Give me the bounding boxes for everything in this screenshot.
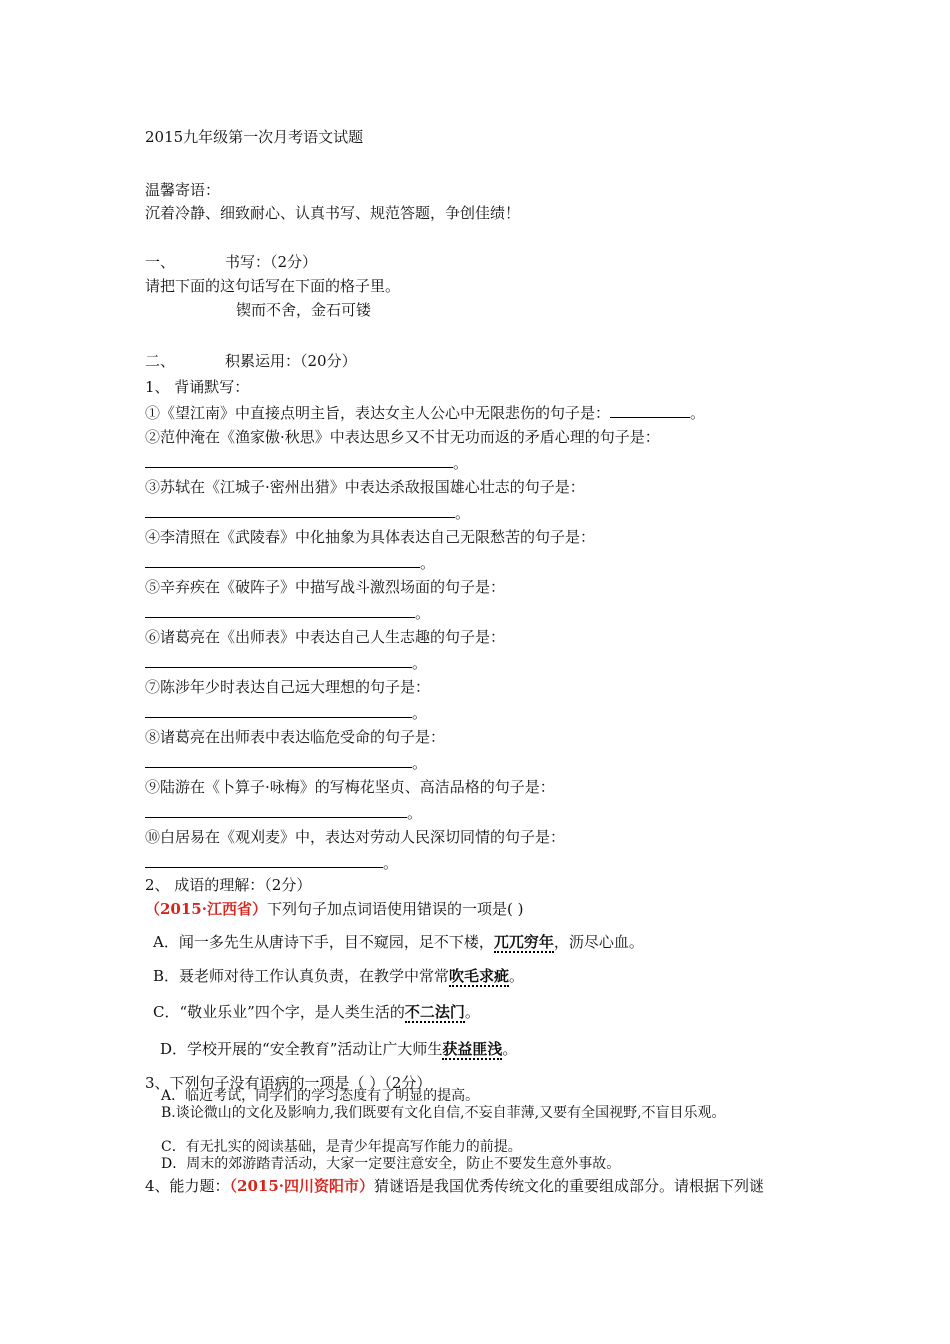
dotted-word: 不二法门 xyxy=(404,1003,465,1021)
section2-heading xyxy=(145,351,357,371)
q2-option-a[interactable] xyxy=(153,932,644,952)
option-text-end: 。 xyxy=(502,1040,518,1058)
period: 。 xyxy=(412,754,428,772)
period: 。 xyxy=(412,704,428,722)
option-text: D．学校开展的“安全教育”活动让广大师生 xyxy=(160,1040,443,1058)
period: 。 xyxy=(415,604,431,622)
option-text-end: ，沥尽心血。 xyxy=(553,933,644,951)
greeting-label: 温馨寄语： xyxy=(145,181,221,199)
period: 。 xyxy=(407,804,423,822)
q1-answer-line-5 xyxy=(145,602,430,623)
q1-item-8: ⑧诸葛亮在出师表中表达临危受命的句子是： xyxy=(145,728,446,746)
q1-answer-line-8 xyxy=(145,752,427,773)
dotted-word: 获益匪浅 xyxy=(442,1040,503,1058)
q1-item-4: ④李清照在《武陵春》中化抽象为具体表达自己无限愁苦的句子是： xyxy=(145,528,596,546)
q1-item-9: ⑨陆游在《卜算子·咏梅》的写梅花坚贞、高洁品格的句子是： xyxy=(145,778,555,796)
answer-blank[interactable] xyxy=(145,752,412,768)
q1-item-10: ⑩白居易在《观刈麦》中，表达对劳动人民深切同情的句子是： xyxy=(145,828,566,846)
answer-blank[interactable] xyxy=(145,552,420,568)
q1-answer-line-2 xyxy=(145,452,468,473)
option-text: C．“敬业乐业”四个字，是人类生活的 xyxy=(153,1003,405,1021)
q1-item-1 xyxy=(145,402,705,423)
q3-option-b[interactable]: B.谈论微山的文化及影响力,我们既要有文化自信,不妄自菲薄,又要有全国视野,不盲目乐观。 xyxy=(161,1105,726,1121)
q1-item-2: ②范仲淹在《渔家傲·秋思》中表达思乡又不甘无功而返的矛盾心理的句子是： xyxy=(145,428,660,446)
section1-heading xyxy=(145,252,317,272)
period: 。 xyxy=(412,654,428,672)
section1-number: 一、 xyxy=(145,253,176,271)
q1-answer-line-6 xyxy=(145,652,427,673)
q1-item-5: ⑤辛弃疾在《破阵子》中描写战斗激烈场面的句子是： xyxy=(145,578,506,596)
q1-answer-line-9 xyxy=(145,802,422,823)
q4-text: 猜谜语是我国优秀传统文化的重要组成部分。请根据下列谜 xyxy=(374,1177,765,1195)
option-text: A．闻一多先生从唐诗下手，目不窥园，足不下楼， xyxy=(153,933,494,951)
q4-source: （2015·四川资阳市） xyxy=(229,1177,375,1195)
period: 。 xyxy=(455,504,471,522)
q1-item-3: ③苏轼在《江城子·密州出猎》中表达杀敌报国雄心壮志的句子是： xyxy=(145,478,585,496)
dotted-word: 兀兀穷年 xyxy=(493,933,554,951)
section1-instruction: 请把下面的这句话写在下面的格子里。 xyxy=(145,277,401,295)
option-text-end: 。 xyxy=(464,1003,480,1021)
q1-item-6: ⑥诸葛亮在《出师表》中表达自己人生志趣的句子是： xyxy=(145,628,506,646)
greeting-text: 沉着冷静、细致耐心、认真书写、规范答题，争创佳绩！ xyxy=(145,204,521,222)
q3-option-a[interactable]: A．临近考试，同学们的学习态度有了明显的提高。 xyxy=(161,1088,480,1104)
q3-option-d[interactable]: D．周末的郊游踏青活动，大家一定要注意安全，防止不要发生意外事故。 xyxy=(161,1156,621,1172)
q2-stem-text: 下列句子加点词语使用错误的一项是( ) xyxy=(266,900,524,918)
period: 。 xyxy=(690,404,706,422)
q2-option-b[interactable] xyxy=(153,966,524,986)
section1-title: 书写：（2分） xyxy=(225,253,318,271)
q3-title: 3、下列句子没有语病的一项是（ ）（2分） xyxy=(145,1074,432,1092)
q2-stem xyxy=(145,899,523,919)
answer-blank[interactable] xyxy=(145,702,412,718)
answer-blank[interactable] xyxy=(610,402,690,418)
q2-title: 2、 成语的理解：（2分） xyxy=(145,876,312,894)
option-text: B．聂老师对待工作认真负责，在教学中常常 xyxy=(153,967,450,985)
period: 。 xyxy=(383,854,399,872)
q4-label: 4、能力题： xyxy=(145,1177,230,1195)
section2-number: 二、 xyxy=(145,352,176,370)
q1-answer-line-3 xyxy=(145,502,470,523)
period: 。 xyxy=(420,554,436,572)
q1-answer-line-4 xyxy=(145,552,435,573)
option-text-end: 。 xyxy=(509,967,525,985)
dotted-word: 吹毛求疵 xyxy=(449,967,510,985)
q2-source: （2015·江西省） xyxy=(145,900,267,918)
answer-blank[interactable] xyxy=(145,602,415,618)
page-title: 2015九年级第一次月考语文试题 xyxy=(145,128,364,146)
answer-blank[interactable] xyxy=(145,852,383,868)
answer-blank[interactable] xyxy=(145,652,412,668)
answer-blank[interactable] xyxy=(145,502,455,518)
q2-option-c[interactable] xyxy=(153,1002,480,1022)
q1-answer-line-10 xyxy=(145,852,398,873)
answer-blank[interactable] xyxy=(145,802,407,818)
q1-item-7: ⑦陈涉年少时表达自己远大理想的句子是： xyxy=(145,678,431,696)
section1-phrase: 锲而不舍，金石可镂 xyxy=(236,301,372,319)
q1-title: 1、 背诵默写： xyxy=(145,378,250,396)
q2-option-d[interactable] xyxy=(160,1039,517,1059)
q1-item-text: ①《望江南》中直接点明主旨，表达女主人公心中无限悲伤的句子是： xyxy=(145,404,611,422)
q1-answer-line-7 xyxy=(145,702,427,723)
q4-line xyxy=(145,1176,764,1196)
q3-option-c[interactable]: C．有无扎实的阅读基础，是青少年提高写作能力的前提。 xyxy=(161,1139,522,1155)
section2-title: 积累运用：（20分） xyxy=(225,352,357,370)
period: 。 xyxy=(453,454,469,472)
answer-blank[interactable] xyxy=(145,452,453,468)
